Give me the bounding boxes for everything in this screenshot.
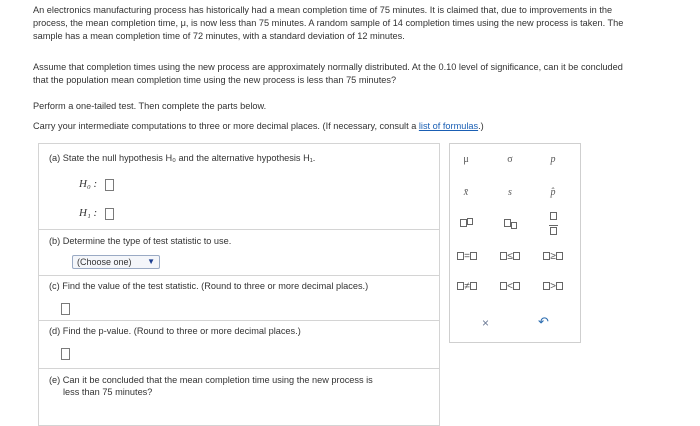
problem-line: An electronics manufacturing process has historically had a mean completion time of 75 minutes. It is claimed that, due to improvements in the	[33, 5, 613, 15]
problem-line: sample has a mean completion time of 72 minutes, with a standard deviation of 12 minutes.	[33, 31, 405, 41]
square-icon	[550, 227, 557, 235]
mu-key[interactable]: μ	[463, 154, 469, 165]
p-value-answer-box[interactable]	[61, 348, 70, 360]
problem-line: process, the mean completion time, μ, is now less than 75 minutes. A random sample of 14 completion times using the new process is taken. The	[33, 18, 624, 28]
square-icon	[460, 219, 467, 227]
problem-paragraph-1	[33, 4, 623, 43]
instruction-decimals	[33, 120, 484, 133]
symbol-keypad	[449, 143, 581, 343]
square-icon	[556, 282, 563, 290]
problem-line: that the population mean completion time using the new process is less than 75 minutes?	[33, 75, 397, 85]
h0-label: H₀ :	[79, 178, 98, 190]
less-than-key[interactable]	[495, 281, 525, 292]
problem-line: Assume that completion times using the new process are approximately normally distributed. At the 0.10 level of significance, can it be concluded	[33, 62, 623, 72]
greater-than-key[interactable]	[538, 281, 568, 292]
instruction-text: Carry your intermediate computations to three or more decimal places. (If necessary, consult a	[33, 121, 419, 131]
not-equal-key[interactable]	[452, 281, 482, 292]
less-equal-key[interactable]	[495, 251, 525, 262]
h0-answer-box[interactable]	[105, 179, 114, 191]
square-icon	[550, 212, 557, 220]
fraction-key[interactable]	[541, 212, 565, 235]
h1-label: H₁ :	[79, 207, 98, 219]
sigma-key[interactable]: σ	[507, 154, 513, 165]
answer-parts-panel	[38, 143, 440, 426]
subscript-key[interactable]	[498, 218, 522, 229]
square-icon	[513, 252, 520, 260]
fraction-bar-icon	[549, 225, 558, 226]
undo-icon[interactable]: ↶	[538, 314, 549, 329]
equals-symbol: =	[464, 251, 470, 262]
square-icon	[467, 218, 473, 225]
part-a-prompt: (a) State the null hypothesis H₀ and the alternative hypothesis H₁.	[49, 153, 316, 163]
square-icon	[511, 222, 517, 229]
square-icon	[556, 252, 563, 260]
dropdown-arrow-icon: ▼	[147, 257, 155, 266]
p-key[interactable]: p	[550, 154, 556, 165]
h1-answer-box[interactable]	[105, 208, 114, 220]
s-key[interactable]: s	[508, 187, 512, 198]
greater-equal-symbol: ≥	[550, 251, 556, 262]
part-c-prompt: (c) Find the value of the test statistic. (Round to three or more decimal places.)	[49, 281, 369, 291]
square-icon	[470, 282, 477, 290]
square-icon	[513, 282, 520, 290]
phat-key[interactable]: p̂	[550, 187, 556, 198]
less-equal-symbol: ≤	[507, 251, 513, 262]
test-statistic-select[interactable]	[72, 255, 160, 269]
square-icon	[504, 219, 511, 227]
superscript-key[interactable]	[454, 218, 478, 229]
greater-equal-key[interactable]	[538, 251, 568, 262]
part-e-line: less than 75 minutes?	[63, 387, 153, 397]
test-statistic-answer-box[interactable]	[61, 303, 70, 315]
divider	[39, 275, 439, 276]
instruction-suffix: .)	[478, 121, 484, 131]
part-e-prompt	[49, 374, 373, 398]
less-than-symbol: <	[507, 281, 513, 292]
divider	[39, 229, 439, 230]
divider	[39, 368, 439, 369]
divider	[39, 320, 439, 321]
select-value: (Choose one)	[77, 257, 132, 267]
instruction-one-tailed: Perform a one-tailed test. Then complete the parts below.	[33, 101, 267, 111]
xbar-key[interactable]: x̄	[463, 187, 469, 198]
greater-than-symbol: >	[550, 281, 556, 292]
part-e-line: (e) Can it be concluded that the mean completion time using the new process is	[49, 375, 373, 385]
not-equal-symbol: ≠	[464, 281, 470, 292]
equals-key[interactable]	[452, 251, 482, 262]
clear-icon[interactable]: ×	[482, 316, 490, 330]
part-d-prompt: (d) Find the p-value. (Round to three or more decimal places.)	[49, 326, 301, 336]
formulas-link[interactable]: list of formulas	[418, 121, 479, 131]
part-b-prompt: (b) Determine the type of test statistic to use.	[49, 236, 232, 246]
problem-paragraph-2	[33, 61, 623, 87]
square-icon	[470, 252, 477, 260]
